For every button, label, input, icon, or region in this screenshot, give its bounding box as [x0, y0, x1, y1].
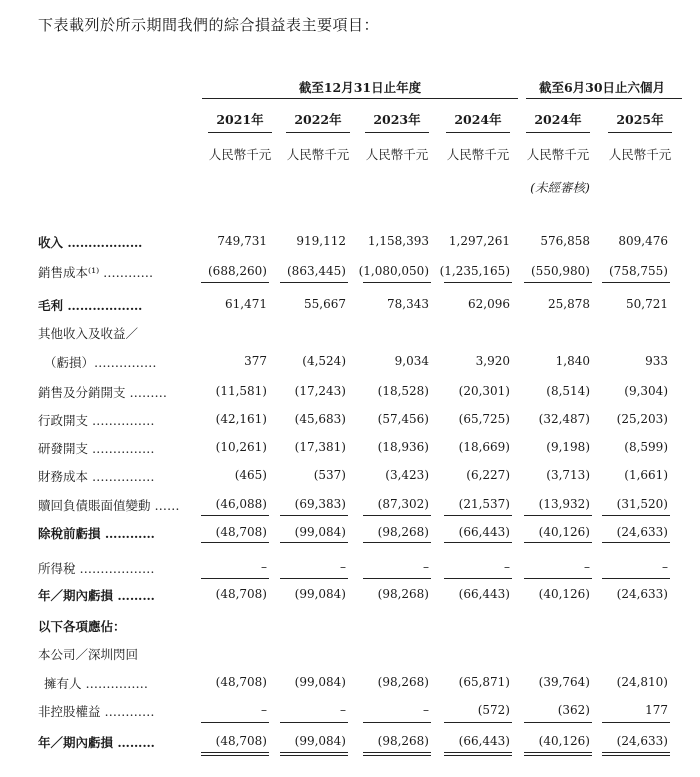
subtotal-rule: [524, 542, 592, 543]
cell-value: 61,471: [225, 297, 267, 311]
cell-value: 809,476: [618, 234, 668, 248]
cell-value: (42,161): [215, 412, 267, 426]
subtotal-rule: [363, 282, 431, 283]
cell-value: (362): [557, 703, 590, 717]
cell-value: –: [423, 560, 429, 574]
subtotal-rule: [201, 578, 269, 579]
cell-value: (66,443): [458, 734, 510, 748]
cell-value: (98,268): [377, 587, 429, 601]
unaudited-note: (未經審核): [530, 180, 590, 195]
cell-value: (87,302): [377, 497, 429, 511]
cell-value: (465): [234, 468, 267, 482]
year-header: 2025年: [616, 112, 664, 127]
cell-value: (99,084): [294, 525, 346, 539]
cell-value: –: [261, 703, 267, 717]
cell-value: (537): [313, 468, 346, 482]
cell-value: (10,261): [215, 440, 267, 454]
subtotal-rule: [444, 542, 512, 543]
cell-value: (863,445): [287, 264, 346, 278]
row-label: 贖回負債賬面值變動 ……: [38, 498, 180, 513]
subtotal-rule: [363, 515, 431, 516]
cell-value: (24,810): [616, 675, 668, 689]
year-header-rule: [365, 132, 429, 133]
cell-value: –: [662, 560, 668, 574]
cell-value: (17,381): [294, 440, 346, 454]
cell-value: (9,304): [624, 384, 668, 398]
total-double-rule: [201, 752, 269, 756]
unit-header: 人民幣千元: [286, 147, 350, 162]
cell-value: (99,084): [294, 587, 346, 601]
cell-value: (24,633): [616, 525, 668, 539]
subtotal-rule: [363, 578, 431, 579]
cell-value: (1,661): [624, 468, 668, 482]
total-double-rule: [602, 752, 670, 756]
total-double-rule: [524, 752, 592, 756]
unit-header: 人民幣千元: [446, 147, 510, 162]
total-double-rule: [444, 752, 512, 756]
cell-value: (98,268): [377, 675, 429, 689]
year-header: 2021年: [216, 112, 264, 127]
cell-value: (24,633): [616, 587, 668, 601]
cell-value: (3,423): [385, 468, 429, 482]
cell-value: 78,343: [387, 297, 429, 311]
cell-value: (21,537): [458, 497, 510, 511]
cell-value: (48,708): [215, 734, 267, 748]
row-label: 除稅前虧損 …………: [38, 526, 155, 541]
cell-value: (99,084): [294, 675, 346, 689]
row-label: 所得稅 ………………: [38, 561, 155, 576]
subtotal-rule: [280, 722, 348, 723]
subtotal-rule: [602, 578, 670, 579]
cell-value: (1,080,050): [358, 264, 429, 278]
cell-value: –: [423, 703, 429, 717]
subtotal-rule: [444, 515, 512, 516]
cell-value: (572): [477, 703, 510, 717]
cell-value: (32,487): [538, 412, 590, 426]
cell-value: –: [340, 560, 346, 574]
cell-value: (8,514): [546, 384, 590, 398]
cell-value: (688,260): [208, 264, 267, 278]
cell-value: (18,936): [377, 440, 429, 454]
subtotal-rule: [201, 515, 269, 516]
row-label: 研發開支 ……………: [38, 441, 155, 456]
subtotal-rule: [280, 578, 348, 579]
cell-value: (98,268): [377, 734, 429, 748]
subtotal-rule: [602, 542, 670, 543]
year-header-rule: [446, 132, 510, 133]
cell-value: (57,456): [377, 412, 429, 426]
cell-value: –: [340, 703, 346, 717]
row-label: 銷售成本⁽¹⁾ …………: [38, 265, 154, 280]
subtotal-rule: [280, 542, 348, 543]
cell-value: 377: [244, 354, 267, 368]
row-label: （虧損）……………: [44, 355, 157, 370]
cell-value: (39,764): [538, 675, 590, 689]
subtotal-rule: [444, 282, 512, 283]
subtotal-rule: [602, 282, 670, 283]
cell-value: 25,878: [548, 297, 590, 311]
cell-value: (9,198): [546, 440, 590, 454]
row-label: 收入 ………………: [38, 235, 143, 250]
cell-value: (48,708): [215, 675, 267, 689]
cell-value: –: [584, 560, 590, 574]
row-label: 財務成本 ……………: [38, 469, 155, 484]
cell-value: (46,088): [215, 497, 267, 511]
cell-value: (45,683): [294, 412, 346, 426]
cell-value: 1,158,393: [367, 234, 429, 248]
cell-value: (40,126): [538, 587, 590, 601]
cell-value: (6,227): [466, 468, 510, 482]
subtotal-rule: [444, 578, 512, 579]
subtotal-rule: [444, 722, 512, 723]
cell-value: (1,235,165): [439, 264, 510, 278]
total-double-rule: [363, 752, 431, 756]
subtotal-rule: [363, 722, 431, 723]
year-header: 2023年: [373, 112, 421, 127]
subtotal-rule: [280, 515, 348, 516]
subtotal-rule: [602, 722, 670, 723]
cell-value: (550,980): [531, 264, 590, 278]
cell-value: (758,755): [609, 264, 668, 278]
year-header-rule: [286, 132, 350, 133]
subtotal-rule: [280, 282, 348, 283]
subtotal-rule: [524, 515, 592, 516]
cell-value: 749,731: [217, 234, 267, 248]
subtotal-rule: [602, 515, 670, 516]
total-double-rule: [280, 752, 348, 756]
year-header-rule: [526, 132, 590, 133]
cell-value: 9,034: [394, 354, 429, 368]
subtotal-rule: [201, 722, 269, 723]
cell-value: 55,667: [304, 297, 346, 311]
cell-value: (4,524): [302, 354, 346, 368]
subtotal-rule: [201, 542, 269, 543]
row-label: 行政開支 ……………: [38, 413, 155, 428]
cell-value: (66,443): [458, 587, 510, 601]
row-label: 擁有人 ……………: [44, 676, 148, 691]
cell-value: (99,084): [294, 734, 346, 748]
row-label: 非控股權益 …………: [38, 704, 155, 719]
cell-value: (40,126): [538, 525, 590, 539]
row-label: 其他收入及收益／: [38, 326, 139, 341]
cell-value: 177: [645, 703, 668, 717]
cell-value: (8,599): [624, 440, 668, 454]
row-label: 年／期內虧損 ………: [38, 735, 155, 750]
unit-header: 人民幣千元: [526, 147, 590, 162]
row-label: 以下各項應佔：: [38, 619, 126, 634]
year-header-rule: [208, 132, 272, 133]
subtotal-rule: [201, 282, 269, 283]
cell-value: (48,708): [215, 525, 267, 539]
cell-value: (31,520): [616, 497, 668, 511]
cell-value: (65,871): [458, 675, 510, 689]
group-header-halfyear-rule: [526, 98, 682, 99]
row-label: 本公司／深圳閃回: [38, 647, 139, 662]
cell-value: 576,858: [540, 234, 590, 248]
subtotal-rule: [524, 578, 592, 579]
cell-value: (69,383): [294, 497, 346, 511]
cell-value: –: [504, 560, 510, 574]
year-header: 2024年: [534, 112, 582, 127]
cell-value: 1,297,261: [448, 234, 510, 248]
subtotal-rule: [524, 282, 592, 283]
cell-value: 919,112: [296, 234, 346, 248]
year-header-rule: [608, 132, 672, 133]
row-label: 年／期內虧損 ………: [38, 588, 155, 603]
cell-value: (17,243): [294, 384, 346, 398]
unit-header: 人民幣千元: [608, 147, 672, 162]
group-header-years-rule: [202, 98, 518, 99]
group-header-halfyear: 截至6月30日止六個月: [538, 80, 666, 95]
year-header: 2024年: [454, 112, 502, 127]
cell-value: –: [261, 560, 267, 574]
cell-value: (40,126): [538, 734, 590, 748]
subtotal-rule: [524, 722, 592, 723]
row-label: 銷售及分銷開支 ………: [38, 385, 167, 400]
cell-value: 1,840: [555, 354, 590, 368]
unit-header: 人民幣千元: [365, 147, 429, 162]
cell-value: (25,203): [616, 412, 668, 426]
unit-header: 人民幣千元: [208, 147, 272, 162]
cell-value: (18,669): [458, 440, 510, 454]
cell-value: (18,528): [377, 384, 429, 398]
subtotal-rule: [363, 542, 431, 543]
cell-value: 50,721: [626, 297, 668, 311]
cell-value: (65,725): [458, 412, 510, 426]
cell-value: (48,708): [215, 587, 267, 601]
cell-value: (11,581): [215, 384, 267, 398]
group-header-years: 截至12月31日止年度: [298, 80, 422, 95]
cell-value: (20,301): [458, 384, 510, 398]
cell-value: 3,920: [475, 354, 510, 368]
row-label: 毛利 ………………: [38, 298, 143, 313]
cell-value: (3,713): [546, 468, 590, 482]
cell-value: (66,443): [458, 525, 510, 539]
cell-value: (24,633): [616, 734, 668, 748]
cell-value: 933: [645, 354, 668, 368]
year-header: 2022年: [294, 112, 342, 127]
cell-value: (13,932): [538, 497, 590, 511]
cell-value: 62,096: [468, 297, 510, 311]
cell-value: (98,268): [377, 525, 429, 539]
intro-text: 下表載列於所示期間我們的綜合損益表主要項目：: [38, 16, 380, 34]
